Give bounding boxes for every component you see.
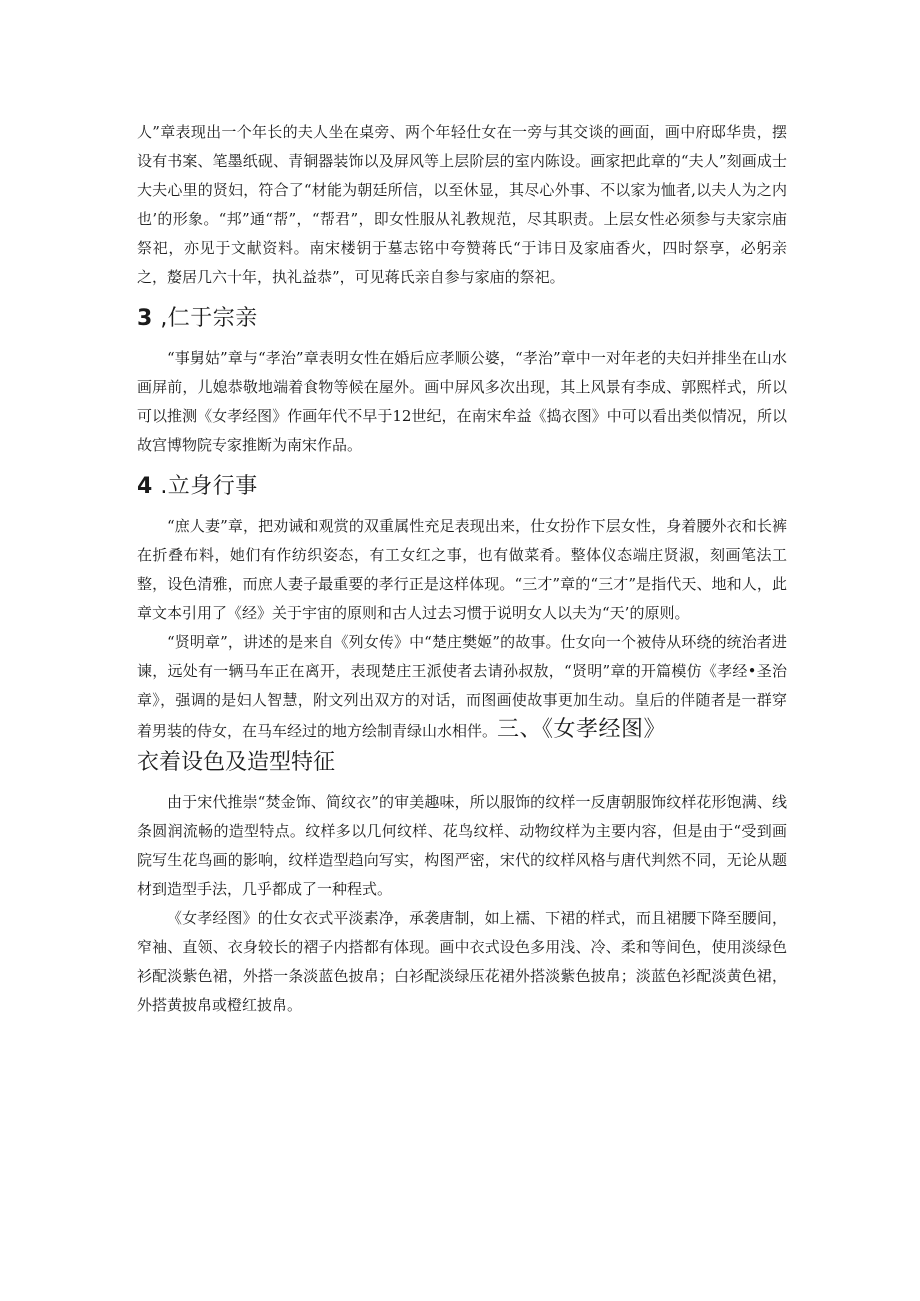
subheading-3 [137, 302, 787, 336]
subheading-4 [137, 470, 787, 504]
document-body [137, 118, 787, 1020]
paragraph-xianming-text: “贤明章”，讲述的是来自《列女传》中“楚庄樊姬”的故事。仕女向一个被侍从环绕的统治者进谏，远处有一辆马车正在离开，表现楚庄王派使者去请孙叔敖，“贤明”章的开篇模仿《孝经•圣治章》，强调的是妇人智慧，附文列出双方的对话，而图画使故事更加生动。皇后的伴随者是一群穿着男装的侍女，在马车经过的地方绘制青绿山水相伴。 [137, 633, 787, 740]
subheading-4-title: .立身行事 [160, 474, 258, 499]
section-3-heading-part1: 三、《女孝经图》 [497, 717, 667, 742]
subheading-3-number: 3 [137, 306, 153, 331]
paragraph-shuren-qi: “庶人妻”章，把劝诫和观赏的双重属性充足表现出来，仕女扮作下层女性，身着腰外衣和长裤在折叠布料，她们有作纺织姿态，有工女红之事，也有做菜肴。整体仪态端庄贤淑，刻画笔法工整，设色清雅，而庶人妻子最重要的孝行正是这样体现。“三才”章的“三才”是指代天、地和人，此章文本引用了《经》关于宇宙的原则和古人过去习惯于说明女人以夫为“天’的原则。 [137, 517, 787, 622]
paragraph-xianming [137, 628, 787, 746]
paragraph-xiaozhi: “事舅姑”章与“孝治”章表明女性在婚后应孝顺公婆，“孝治”章中一对年老的夫妇并排坐在山水画屏前，儿媳恭敬地端着食物等候在屋外。画中屏风多次出现，其上风景有李成、郭熙样式，所以可以推测《女孝经图》作画年代不早于12世纪，在南宋牟益《捣衣图》中可以看出类似情况，所以故宫博物院专家推断为南宋作品。 [137, 349, 787, 454]
section-3-heading-part2: 衣着设色及造型特征 [137, 750, 336, 775]
subheading-4-number: 4 [137, 474, 153, 499]
paragraph-fuhu-zhang: 人”章表现出一个年长的夫人坐在桌旁、两个年轻仕女在一旁与其交谈的画面，画中府邸华贵，摆设有书案、笔墨纸砚、青铜器装饰以及屏风等上层阶层的室内陈设。画家把此章的“夫人”刻画成士大夫心里的贤妇，符合了“材能为朝廷所信，以至休显，其尽心外事、不以家为恤者,以夫人为之内也’的形象。“邦”通“帮”，“帮君”，即女性服从礼教规范，尽其职责。上层女性必须参与夫家宗庙祭祀，亦见于文献资料。南宋楼钥于墓志铭中夸赞蒋氏“于讳日及家庙香火，四时祭享，必躬亲之，嫠居几六十年，执礼益恭”，可见蒋氏亲自参与家庙的祭祀。 [137, 123, 787, 286]
subheading-3-title: ,仁于宗亲 [160, 306, 258, 331]
paragraph-yishi: 《女孝经图》的仕女衣式平淡素净，承袭唐制，如上襦、下裙的样式，而且裙腰下降至腰间，窄袖、直领、衣身较长的褶子内搭都有体现。画中衣式设色多用浅、冷、柔和等间色，使用淡绿色衫配淡紫色裙，外搭一条淡蓝色披帛；白衫配淡绿压花裙外搭淡紫色披帛；淡蓝色衫配淡黄色裙，外搭黄披帛或橙红披帛。 [137, 909, 787, 1014]
paragraph-wenyang: 由于宋代推崇“焚金饰、简纹衣”的审美趣味，所以服饰的纹样一反唐朝服饰纹样花形饱满、线条圆润流畅的造型特点。纹样多以几何纹样、花鸟纹样、动物纹样为主要内容，但是由于“受到画院写生花鸟画的影响，纹样造型趋向写实，构图严密，宋代的纹样风格与唐代判然不同，无论从题材到造型手法，几乎都成了一种程式。 [137, 793, 787, 898]
